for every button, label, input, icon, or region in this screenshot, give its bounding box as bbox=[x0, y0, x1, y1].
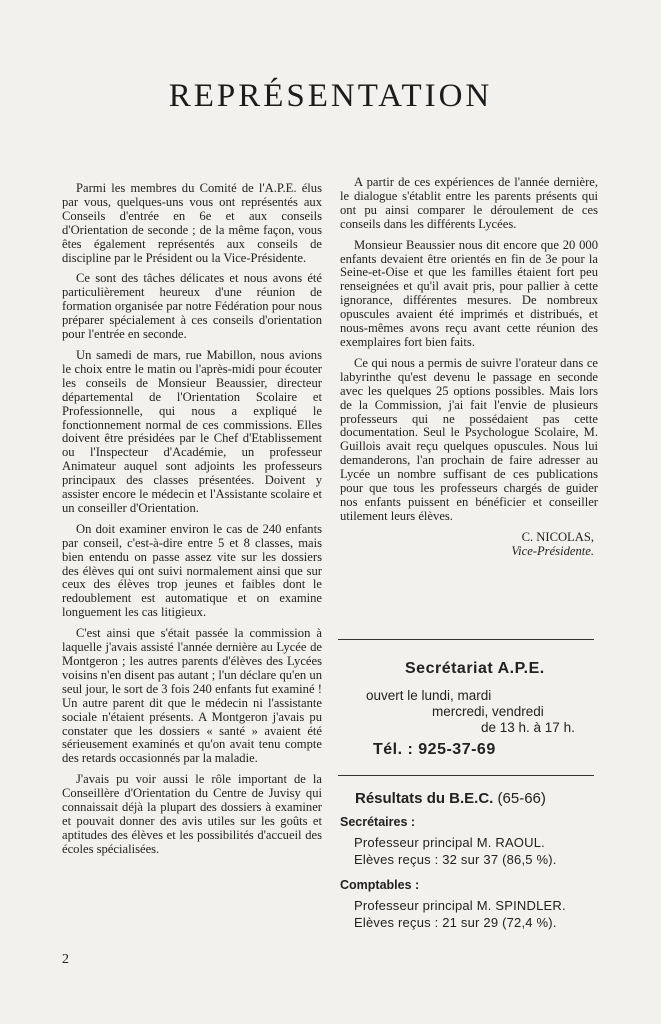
page-number: 2 bbox=[62, 952, 69, 967]
secretariat-hours-line: de 13 h. à 17 h. bbox=[481, 720, 575, 735]
secretaires-pass-rate: Elèves reçus : 32 sur 37 (86,5 %). bbox=[354, 852, 557, 867]
paragraph: A partir de ces expériences de l'année dernière, le dialogue s'établit entre les parents présents qui ont pu ainsi comparer le déroulement de ces conseils dans les différents Lycées. bbox=[340, 175, 598, 231]
secretariat-hours-line: mercredi, vendredi bbox=[432, 704, 544, 719]
paragraph: Parmi les membres du Comité de l'A.P.E. élus par vous, quelques-uns vous ont représentés aux Conseils d'entrée en 6e et aux conseils d'Orientation de seconde ; de la même façon, vous êtes également représentés aux conseils de discipline par le Président ou la Vice-Présidente. bbox=[62, 181, 322, 265]
divider bbox=[338, 775, 594, 776]
paragraph: On doit examiner environ le cas de 240 enfants par conseil, c'est-à-dire entre 5 et 8 classes, mais bien entendu on passe assez vite sur les dossiers des élèves qui ont suivi normalement ainsi que sur ceux des élèves trop jeunes et faibles dont le redoublement est automatique et on examine longuement les cas litigieux. bbox=[62, 521, 322, 620]
comptables-label: Comptables : bbox=[340, 878, 420, 892]
results-title-year: (65-66) bbox=[497, 790, 546, 807]
paragraph: Ce sont des tâches délicates et nous avons été particulièrement heureux d'une réunion de formation organisée par notre Fédération pour nous préparer spécialement à ces conseils d'orientation pour l'entrée en seconde. bbox=[62, 271, 322, 342]
comptables-pass-rate: Elèves reçus : 21 sur 29 (72,4 %). bbox=[354, 915, 557, 930]
signature-block bbox=[340, 531, 598, 559]
secretariat-hours-line: ouvert le lundi, mardi bbox=[366, 688, 492, 703]
divider bbox=[338, 639, 594, 640]
signature-role: Vice-Présidente. bbox=[511, 543, 594, 558]
signature-name: C. NICOLAS, bbox=[521, 529, 594, 544]
secretariat-phone: Tél. : 925-37-69 bbox=[373, 741, 496, 758]
paragraph: C'est ainsi que s'était passée la commission à laquelle j'avais assisté l'année dernière au Lycée de Montgeron ; les autres parents d'élèves des Lycées voisins n'en disent pas autant ; l'un déclare qu'en un seul jour, le sort de 3 fois 240 enfants fut examiné ! Un autre parent dit que le médecin ni l'assistante sociale n'étaient présents. A Montgeron j'avais pu constater que les dossiers « santé » avaient été sérieusement examinés et qu'on avait tenu compte des retards occasionnés par la maladie. bbox=[62, 626, 322, 766]
secretaires-label: Secrétaires : bbox=[340, 815, 416, 829]
right-column bbox=[340, 176, 598, 559]
results-title bbox=[355, 790, 546, 807]
paragraph: Monsieur Beaussier nous dit encore que 20 000 enfants devaient être orientés en fin de 3e pour la Seine-et-Oise et que les familles étaient fort peu renseignées et qu'il avait pris, pour pallier à cette ignorance, différentes mesures. De nombreux opuscules avaient été imprimés et distribués, et nous-mêmes avons reçu avant cette réunion des exemplaires fort bien faits. bbox=[340, 237, 598, 349]
page-title: REPRÉSENTATION bbox=[168, 78, 493, 114]
paragraph: Ce qui nous a permis de suivre l'orateur dans ce labyrinthe qu'est devenu le passage en seconde avec les quelques 25 options possibles. Mais lors de la Commission, j'ai fait l'envie de plusieurs professeurs qui ne possédaient pas cette documentation. Seul le Psychologue Scolaire, M. Guillois avait reçu quelques opuscules. Nous lui demanderons, l'an prochain de faire adresser au Lycée un nombre suffisant de ces publications pour que tous les professeurs chargés de guider nos enfants puissent en bénéficier et conseiller utilement leurs élèves. bbox=[340, 355, 598, 523]
secretaires-professor: Professeur principal M. RAOUL. bbox=[354, 835, 545, 850]
paragraph: Un samedi de mars, rue Mabillon, nous avions le choix entre le matin ou l'après-midi pour écouter les conseils de Monsieur Beaussier, directeur départemental de l'Orientation Scolaire et Professionnelle, qui nous a expliqué le fonctionnement normal de ces commissions. Elles doivent être présidées par le Chef d'Etablissement ou l'Inspecteur d'Académie, un professeur Animateur auquel sont adjoints les professeurs principaux des classes présentées. Doivent y assister encore le médecin et l'Assistante scolaire et un conseiller d'Orientation. bbox=[62, 347, 322, 515]
results-title-main: Résultats du B.E.C. bbox=[355, 790, 494, 807]
comptables-professor: Professeur principal M. SPINDLER. bbox=[354, 898, 566, 913]
left-column bbox=[62, 182, 322, 864]
paragraph: J'avais pu voir aussi le rôle important de la Conseillère d'Orientation du Centre de Juvisy qui connaissait déjà la plupart des dossiers à examiner et pouvait donner des avis utiles sur les goûts et aptitudes des élèves et les possibilités d'accueil des écoles spécialisées. bbox=[62, 772, 322, 856]
secretariat-title: Secrétariat A.P.E. bbox=[405, 660, 545, 677]
